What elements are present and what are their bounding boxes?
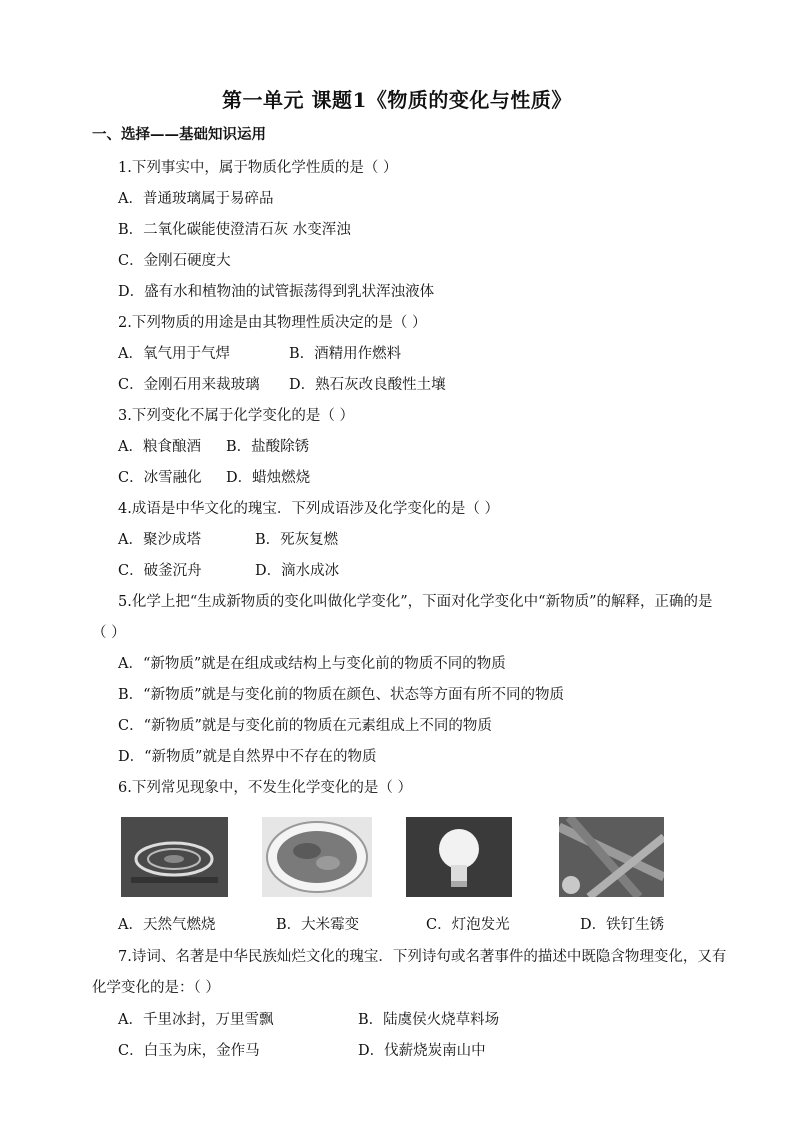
q1-option-c: C．金刚石硬度大 bbox=[118, 253, 231, 269]
q7-option-b: B．陆虞侯火烧草料场 bbox=[358, 1012, 500, 1028]
q4-option-c: C．破釜沉舟 bbox=[118, 563, 202, 579]
q4-stem: 4.成语是中华文化的瑰宝．下列成语涉及化学变化的是（ ） bbox=[118, 501, 499, 517]
q4-option-a: A．聚沙成塔 bbox=[118, 532, 201, 548]
q3-stem: 3.下列变化不属于化学变化的是（ ） bbox=[118, 408, 354, 424]
q1-option-b: B．二氧化碳能使澄清石灰 水变浑浊 bbox=[118, 222, 351, 238]
q5-option-c: C．“新物质”就是与变化前的物质在元素组成上不同的物质 bbox=[118, 718, 492, 734]
q3-option-d: D．蜡烛燃烧 bbox=[226, 470, 311, 486]
q2-stem: 2.下列物质的用途是由其物理性质决定的是（ ） bbox=[118, 315, 427, 331]
moldy-rice-image bbox=[262, 817, 372, 897]
q5-option-a: A．“新物质”就是在组成或结构上与变化前的物质不同的物质 bbox=[118, 656, 506, 672]
q3-option-c: C．冰雪融化 bbox=[118, 470, 202, 486]
q4-option-d: D．滴水成冰 bbox=[255, 563, 340, 579]
gas-stove-flame-image bbox=[121, 817, 228, 897]
q1-option-a: A．普通玻璃属于易碎品 bbox=[118, 191, 274, 207]
q3-option-b: B．盐酸除锈 bbox=[226, 439, 310, 455]
q6-option-c: C．灯泡发光 bbox=[426, 917, 510, 933]
section-heading: 一、选择——基础知识运用 bbox=[92, 126, 266, 143]
q2-option-c: C．金刚石用来裁玻璃 bbox=[118, 377, 260, 393]
q4-option-b: B．死灰复燃 bbox=[255, 532, 339, 548]
q6-option-a: A．天然气燃烧 bbox=[118, 917, 216, 933]
q7-stem-continued: 化学变化的是：（ ） bbox=[92, 980, 220, 996]
q6-stem: 6.下列常见现象中，不发生化学变化的是（ ） bbox=[118, 780, 412, 796]
q5-stem-continued: （ ） bbox=[92, 625, 126, 641]
q7-option-c: C．白玉为床，金作马 bbox=[118, 1043, 260, 1059]
q2-option-b: B．酒精用作燃料 bbox=[289, 346, 402, 362]
page-title: 第一单元 课题1《物质的变化与性质》 bbox=[222, 88, 572, 112]
rusty-nails-image bbox=[559, 817, 664, 897]
q5-option-b: B．“新物质”就是与变化前的物质在颜色、状态等方面有所不同的物质 bbox=[118, 687, 564, 703]
q1-option-d: D．盛有水和植物油的试管振荡得到乳状浑浊液体 bbox=[118, 284, 435, 300]
q2-option-a: A．氧气用于气焊 bbox=[118, 346, 230, 362]
q7-stem: 7.诗词、名著是中华民族灿烂文化的瑰宝．下列诗句或名著事件的描述中既隐含物理变化，又有 bbox=[118, 949, 727, 965]
q7-option-a: A．千里冰封，万里雪飘 bbox=[118, 1012, 274, 1028]
q6-option-b: B．大米霉变 bbox=[276, 917, 360, 933]
light-bulb-image bbox=[406, 817, 512, 897]
q6-option-d: D．铁钉生锈 bbox=[580, 917, 665, 933]
q2-option-d: D．熟石灰改良酸性土壤 bbox=[289, 377, 446, 393]
q5-stem: 5.化学上把“生成新物质的变化叫做化学变化”，下面对化学变化中“新物质”的解释，正确的是 bbox=[118, 594, 713, 610]
q7-option-d: D．伐薪烧炭南山中 bbox=[358, 1043, 486, 1059]
q1-stem: 1.下列事实中，属于物质化学性质的是（ ） bbox=[118, 160, 398, 176]
q5-option-d: D．“新物质”就是自然界中不存在的物质 bbox=[118, 749, 377, 765]
q3-option-a: A．粮食酿酒 bbox=[118, 439, 201, 455]
